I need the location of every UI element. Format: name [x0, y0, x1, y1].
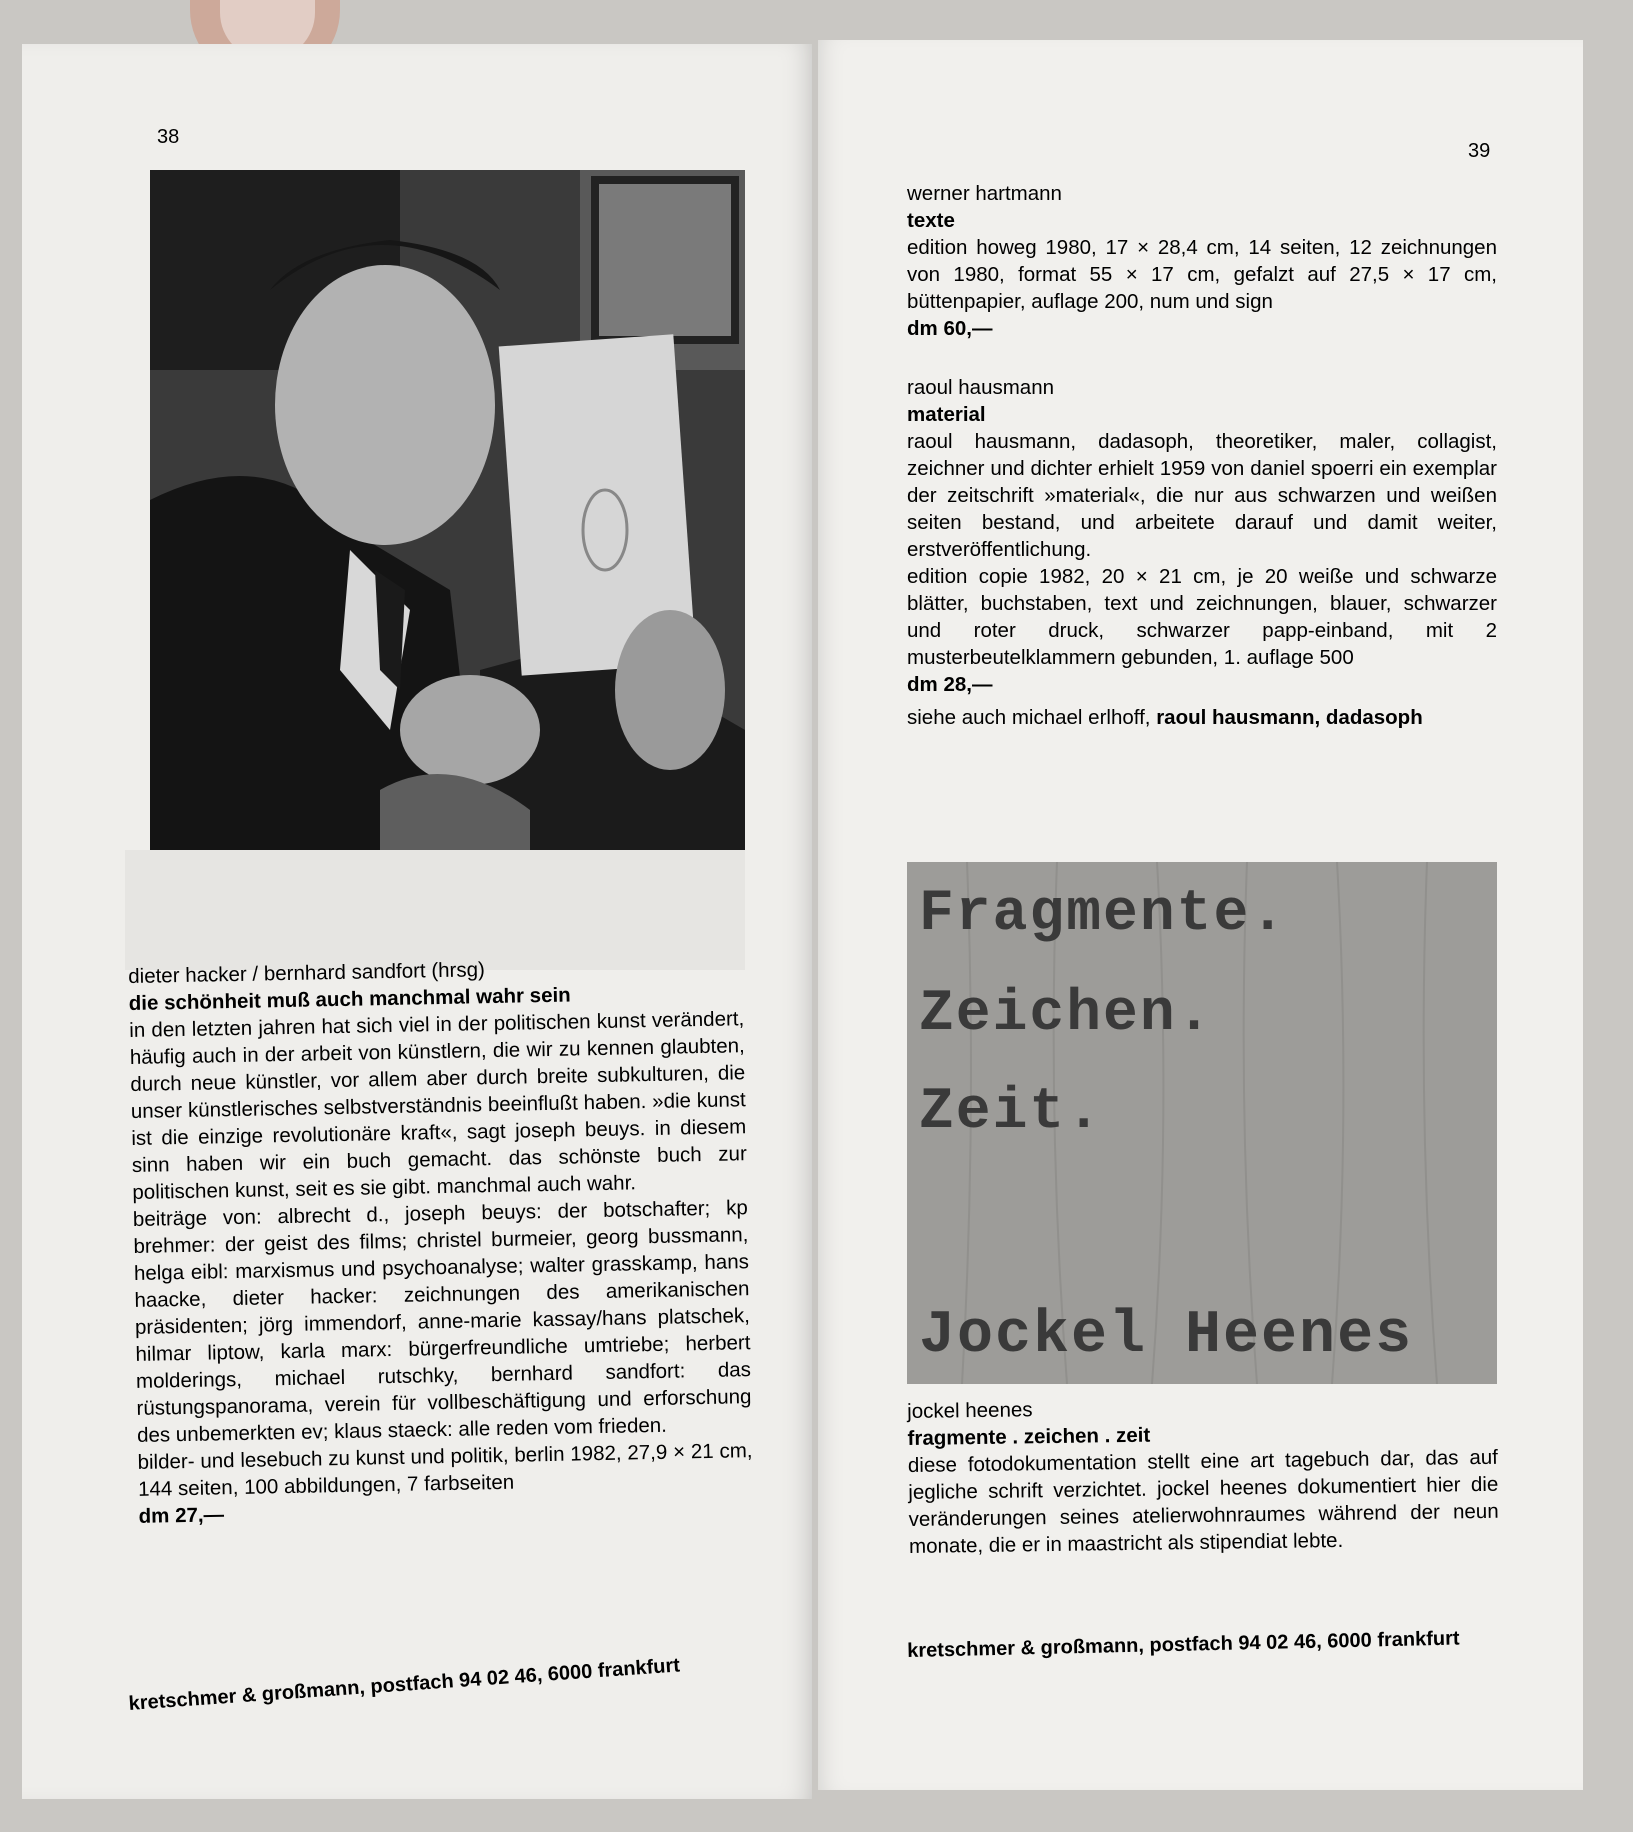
- footer-left: kretschmer & großmann, postfach 94 02 46, 6000 frankfurt: [128, 1654, 681, 1715]
- footer-right: kretschmer & großmann, postfach 94 02 46, 6000 frankfurt: [907, 1627, 1460, 1662]
- entry-contributors: beiträge von: albrecht d., joseph beuys: der botschafter; kp brehmer: der geist des films; christel burmeier, georg bussmann, helga eibl: marxismus und psychoanalyse; walter grasskamp, hans haacke, dieter hacker: zeichnungen des amerikanischen präsidenten; jörg immendorf, anne-marie kassay/hans platschek, hilmar liptow, karla marx: bürgerfreundliche umtriebe; herbert molderings, michael rutschky, bernhard sandfort: das rüstungspanorama, verein für vollbeschäftigung und erforschung des unbemerkten ev; klaus staeck: alle reden vom frieden.: [132, 1196, 752, 1447]
- entry-title: die schönheit muß auch manchmal wahr sein: [128, 983, 571, 1015]
- cover-line-1: Fragmente.: [919, 882, 1288, 947]
- entry-hausmann: [907, 374, 1497, 731]
- entry-details: edition howeg 1980, 17 × 28,4 cm, 14 seiten, 12 zeichnungen von 1980, format 55 × 17 cm, gefalzt auf 27,5 × 17 cm, büttenpapier, auflage 200, num und sign: [907, 236, 1497, 313]
- page-number-left: 38: [157, 126, 180, 148]
- left-entry: [128, 951, 754, 1530]
- see-also-title: raoul hausmann, dadasoph: [1156, 706, 1423, 729]
- entry-author: dieter hacker / bernhard sandfort (hrsg): [128, 958, 486, 988]
- entry-title: material: [907, 403, 986, 426]
- cover-line-3: Zeit.: [919, 1080, 1104, 1145]
- cover-line-2: Zeichen.: [919, 982, 1214, 1047]
- entry-details: edition copie 1982, 20 × 21 cm, je 20 weiße und schwarze blätter, buchstaben, text und zeichnungen, blauer, schwarzer und roter druck, schwarzer papp-einband, mit 2 musterbeutelklammern gebunden, 1. auflage 500: [907, 565, 1497, 669]
- entry-hartmann: [907, 180, 1497, 342]
- entry-author: werner hartmann: [907, 182, 1062, 205]
- entry-description: raoul hausmann, dadasoph, theoretiker, maler, collagist, zeichner und dichter erhielt 1959 von daniel spoerri ein exemplar der zeitschrift »material«, die nur aus schwarzen und weißen seiten bestand, und arbeitete darauf und damit weiter, erstveröffentlichung.: [907, 430, 1497, 561]
- fragmente-cover-image: [907, 862, 1497, 1384]
- cover-line-4: Jockel Heenes: [919, 1302, 1414, 1370]
- entry-heenes: [907, 1390, 1499, 1560]
- entry-title: fragmente . zeichen . zeit: [907, 1423, 1151, 1450]
- entry-price: dm 60,—: [907, 317, 993, 340]
- entry-price: dm 28,—: [907, 673, 993, 696]
- reagan-photo: [150, 170, 745, 850]
- entry-title: texte: [907, 209, 955, 232]
- entry-author: raoul hausmann: [907, 376, 1055, 399]
- see-also: [907, 704, 1497, 731]
- entry-description: in den letzten jahren hat sich viel in der politischen kunst verändert, häufig auch in der arbeit von künstlern, die wir zu kennen glaubten, durch neue künstler, vor allem aber durch breite subkulturen, die unser künstlerisches selbstverständnis beeinflußt haben. »die kunst ist die einzige revolutionäre kraft«, sagt joseph beuys. in diesem sinn haben wir ein buch gemacht. das schönste buch zur politischen kunst, seit es sie gibt. manchmal auch wahr.: [129, 1007, 747, 1204]
- entry-price: dm 27,—: [138, 1503, 225, 1528]
- entry-details: bilder- und lesebuch zu kunst und politik, berlin 1982, 27,9 × 21 cm, 144 seiten, 100 abbildungen, 7 farbseiten: [137, 1439, 753, 1501]
- see-also-prefix: siehe auch michael erlhoff,: [907, 706, 1157, 729]
- page-number-right: 39: [1468, 140, 1491, 162]
- entry-author: jockel heenes: [907, 1398, 1033, 1423]
- photo-illustration: [150, 170, 745, 850]
- entry-description: diese fotodokumentation stellt eine art tagebuch dar, das auf jegliche schrift verzichtet. jockel heenes dokumentiert hier die veränderungen seines atelierwohnraumes während der neun monate, die er in maastricht als stipendiat lebte.: [907, 1445, 1499, 1558]
